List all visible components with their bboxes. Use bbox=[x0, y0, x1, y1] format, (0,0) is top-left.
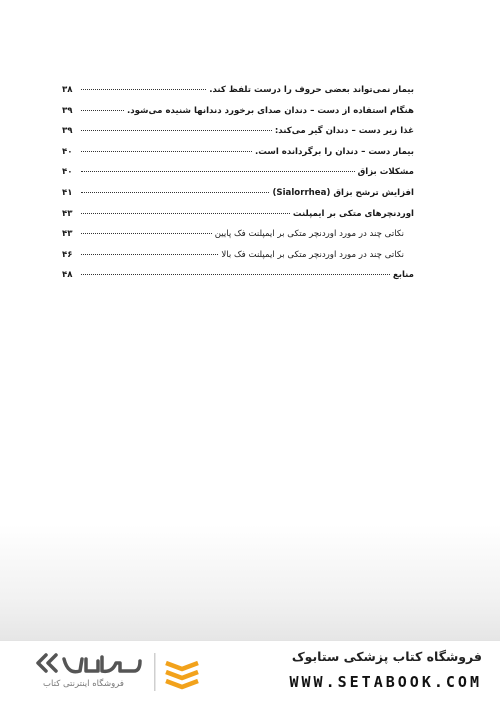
toc-page-number: ۴۳ bbox=[62, 229, 73, 240]
toc-entry[interactable] bbox=[62, 85, 414, 106]
setabook-logo bbox=[16, 651, 216, 695]
toc-entry[interactable] bbox=[62, 167, 414, 188]
toc-entry[interactable] bbox=[62, 209, 414, 230]
toc-dot-leader bbox=[81, 151, 252, 152]
toc-entry-title: بیمار دست – دندان را برگردانده است. bbox=[255, 146, 414, 157]
toc-entry-title: هنگام استفاده از دست – دندان صدای برخورد دندانها شنیده می‌شود. bbox=[126, 105, 414, 116]
toc-dot-leader bbox=[81, 89, 206, 90]
toc-entry-title: غذا زیر دست – دندان گیر می‌کند: bbox=[274, 126, 414, 137]
footer-banner bbox=[0, 640, 500, 701]
toc-entry-title: اوردنچرهای متکی بر ایمپلنت bbox=[292, 208, 414, 219]
shop-title: فروشگاه کتاب پزشکی ستابوک bbox=[291, 649, 482, 664]
toc-dot-leader bbox=[81, 110, 124, 111]
toc-dot-leader bbox=[81, 213, 290, 214]
toc-entry[interactable] bbox=[62, 147, 414, 168]
toc-entry-title: افزایش ترشح بزاق (Sialorrhea) bbox=[272, 187, 414, 198]
toc-entry-title: بیمار نمی‌تواند بعضی حروف را درست تلفظ کند. bbox=[209, 85, 414, 95]
toc-entry[interactable] bbox=[62, 188, 414, 209]
toc-entry[interactable] bbox=[62, 106, 414, 127]
toc-entry-title: نکاتی چند در مورد اوردنچر متکی بر ایمپلنت فک بالا bbox=[221, 249, 404, 260]
toc-dot-leader bbox=[81, 233, 212, 234]
toc-entry-title: منابع bbox=[392, 270, 414, 281]
toc-dot-leader bbox=[81, 171, 355, 172]
toc-dot-leader bbox=[81, 192, 269, 193]
toc-page-number: ۴۰ bbox=[62, 146, 73, 157]
footer-text-block bbox=[222, 649, 482, 691]
toc-page-number: ۳۹ bbox=[62, 126, 73, 137]
toc-page-number: ۴۱ bbox=[62, 187, 73, 198]
toc-page-number: ۳۸ bbox=[62, 85, 73, 95]
table-of-contents bbox=[62, 85, 414, 291]
toc-entry[interactable] bbox=[62, 250, 414, 271]
toc-entry[interactable] bbox=[62, 126, 414, 147]
toc-page-number: ۴۶ bbox=[62, 249, 73, 260]
toc-page-number: ۳۹ bbox=[62, 105, 73, 116]
logo-subtitle: فروشگاه اینترنتی کتاب bbox=[43, 679, 124, 689]
shop-url-link[interactable]: WWW.SETABOOK.COM bbox=[289, 673, 482, 691]
toc-dot-leader bbox=[81, 254, 218, 255]
toc-dot-leader bbox=[81, 274, 390, 275]
toc-page-number: ۴۸ bbox=[62, 270, 73, 281]
toc-page-number: ۴۳ bbox=[62, 208, 73, 219]
toc-entry-title: نکاتی چند در مورد اوردنچر متکی بر ایمپلنت فک پایین bbox=[214, 229, 404, 240]
toc-entry[interactable] bbox=[62, 270, 414, 291]
toc-dot-leader bbox=[81, 130, 272, 131]
toc-entry[interactable] bbox=[62, 229, 414, 250]
toc-entry-title: مشکلات بزاق bbox=[357, 167, 414, 178]
toc-page-number: ۴۰ bbox=[62, 167, 73, 178]
